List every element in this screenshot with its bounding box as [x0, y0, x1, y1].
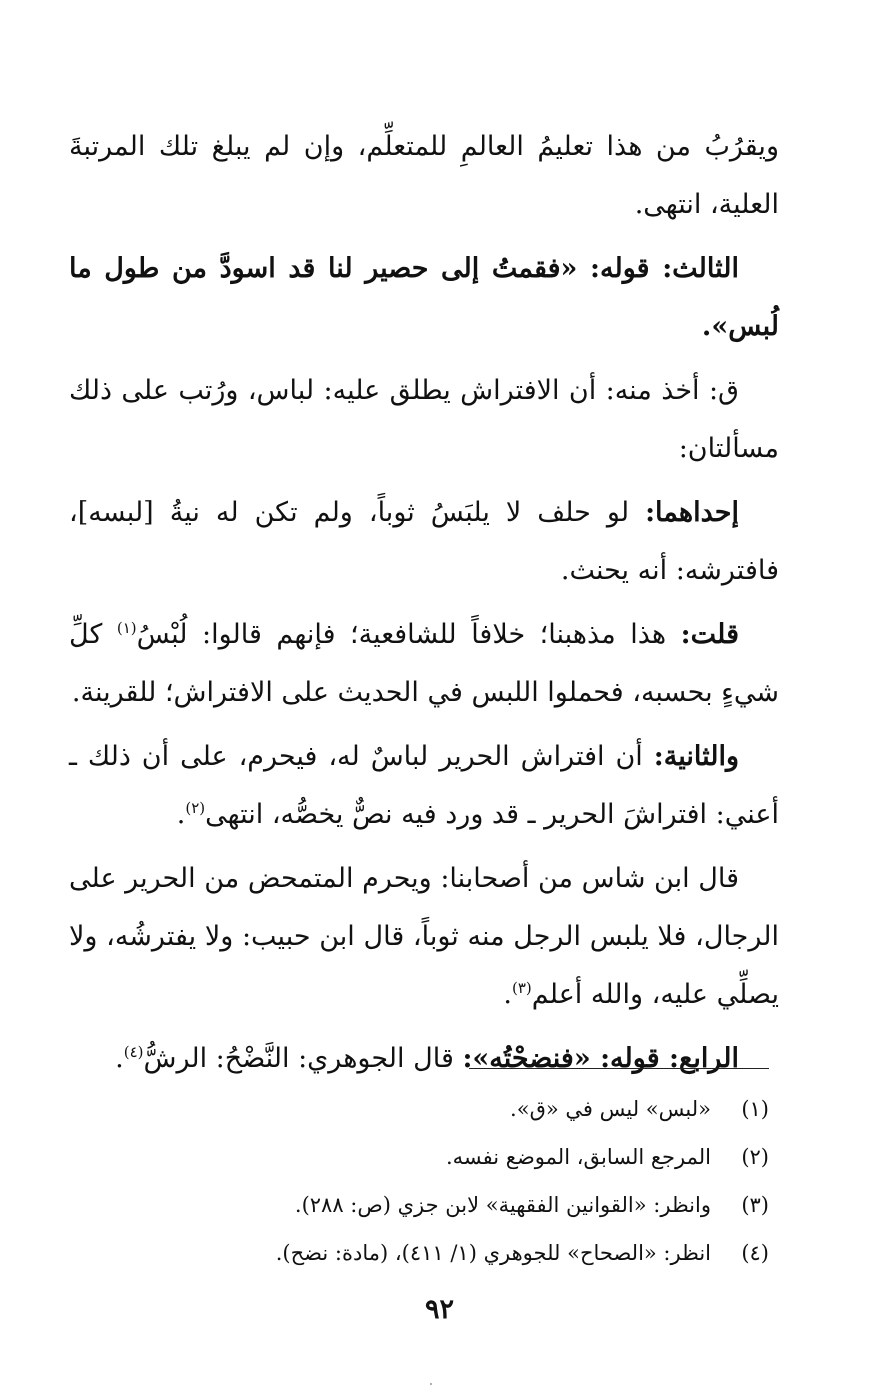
- paragraph-8-label: الرابع: قوله: «فنضحْتُه»:: [462, 1043, 739, 1074]
- paragraph-6-end: .: [176, 799, 186, 830]
- scan-speck: [430, 1383, 432, 1385]
- footnote-number: (٣): [741, 1193, 769, 1217]
- paragraph-2: [69, 240, 779, 356]
- paragraph-8-text: قال الجوهري: النَّضْحُ: الرشُّ: [143, 1043, 463, 1074]
- footnote-number: (٤): [741, 1241, 769, 1265]
- footnote-number: (٢): [741, 1145, 769, 1169]
- paragraph-8-end: .: [115, 1043, 124, 1074]
- footnote: [109, 1181, 769, 1229]
- paragraph-4-label: إحداهما:: [645, 497, 739, 528]
- paragraph-5-label: قلت:: [680, 619, 739, 650]
- footnote-text: انظر: «الصحاح» للجوهري (١/ ٤١١)، (مادة: نضح).: [275, 1241, 711, 1265]
- paragraph-7: [69, 850, 779, 1024]
- footnotes: [109, 1085, 769, 1277]
- paragraph-7-end: .: [503, 979, 512, 1010]
- footnote-text: «لبس» ليس في «ق».: [510, 1097, 711, 1121]
- paragraph-5-text-a: هذا مذهبنا؛ خلافاً للشافعية؛ فإنهم قالوا: لُبْسُ: [136, 619, 681, 650]
- footnote-divider: [469, 1068, 769, 1069]
- paragraph-4-text: لو حلف لا يلبَسُ ثوباً، ولم تكن له نيةُ [لبسه]، فافترشه: أنه يحنث.: [69, 497, 779, 586]
- footnote: [109, 1085, 769, 1133]
- paragraph-6-text: أن افتراش الحرير لباسٌ له، فيحرم، على أن ذلك ـ أعني: افتراشَ الحرير ـ قد ورد فيه نصٌّ يخصُّه، انتهى: [69, 741, 779, 830]
- footnote-ref-2: (٢): [185, 799, 206, 817]
- paragraph-1: [69, 118, 779, 234]
- paragraph-8: [69, 1030, 779, 1088]
- paragraph-3: [69, 362, 779, 478]
- footnote-text: المرجع السابق، الموضع نفسه.: [445, 1145, 711, 1169]
- paragraph-5: [69, 606, 779, 722]
- paragraph-2-quote: «فقمتُ إلى حصير لنا قد اسودَّ من طول ما لُبس».: [69, 253, 779, 342]
- page-number: ٩٢: [424, 1294, 454, 1325]
- footnote-ref-3: (٣): [512, 979, 532, 997]
- footnote: [109, 1133, 769, 1181]
- footnote: [109, 1229, 769, 1277]
- footnote-text: وانظر: «القوانين الفقهية» لابن جزي (ص: ٢٨٨).: [294, 1193, 711, 1217]
- paragraph-7-text: قال ابن شاس من أصحابنا: ويحرم المتمحض من الحرير على الرجال، فلا يلبس الرجل منه ثوباً، قال ابن حبيب: ولا يفترشُه، ولا يصلِّي عليه، والله أعلم: [69, 863, 779, 1010]
- footnote-ref-4: (٤): [123, 1043, 144, 1061]
- paragraph-6-label: والثانية:: [653, 741, 739, 772]
- paragraph-6: [69, 728, 779, 844]
- footnote-number: (١): [741, 1097, 769, 1121]
- paragraph-2-label: الثالث: قوله:: [590, 253, 739, 284]
- footnote-ref-1: (١): [116, 619, 137, 637]
- main-text: [69, 118, 779, 1088]
- paragraph-1-text: ويقرُبُ من هذا تعليمُ العالمِ للمتعلِّم، وإن لم يبلغ تلك المرتبةَ العلية، انتهى.: [69, 131, 779, 220]
- paragraph-4: [69, 484, 779, 600]
- paragraph-5-text-b: كلِّ شيءٍ بحسبه، فحملوا اللبس في الحديث على الافتراش؛ للقرينة.: [69, 619, 779, 708]
- paragraph-3-text: ق: أخذ منه: أن الافتراش يطلق عليه: لباس، ورُتب على ذلك مسألتان:: [69, 375, 779, 464]
